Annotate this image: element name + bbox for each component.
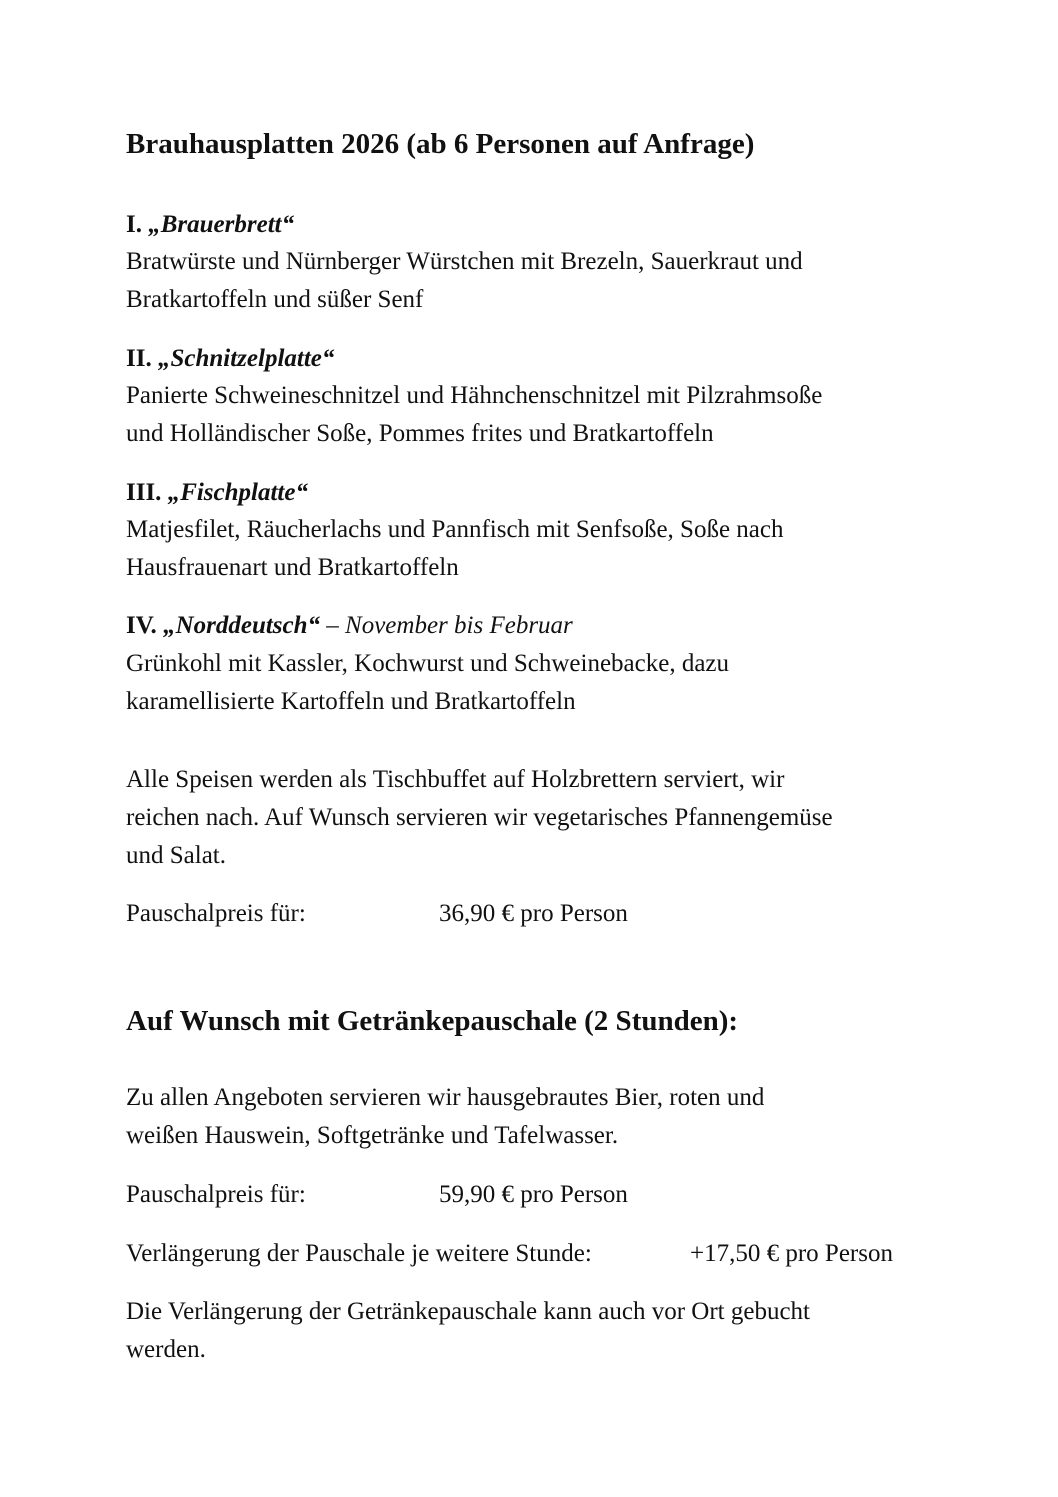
drinks-description xyxy=(126,1079,764,1155)
description-line: Matjesfilet, Räucherlachs und Pannfisch mit Senfsoße, Soße nach xyxy=(126,516,784,543)
description-line: Bratkartoffeln und süßer Senf xyxy=(126,286,424,313)
extension-note xyxy=(126,1293,810,1369)
extension-row xyxy=(126,1235,936,1273)
description-line: Grünkohl mit Kassler, Kochwurst und Schweinebacke, dazu xyxy=(126,650,730,677)
note-line: Alle Speisen werden als Tischbuffet auf Holzbrettern serviert, wir xyxy=(126,766,785,793)
price-value: 59,90 € pro Person xyxy=(439,1181,628,1208)
platter-description xyxy=(126,645,729,721)
description-line: karamellisierte Kartoffeln und Bratkartoffeln xyxy=(126,688,576,715)
platter-number: III. xyxy=(126,479,162,506)
buffet-note xyxy=(126,761,833,875)
description-line: Panierte Schweineschnitzel und Hähnchenschnitzel mit Pilzrahmsoße xyxy=(126,382,823,409)
platter-name: „Norddeutsch“ xyxy=(163,612,321,639)
note-line: werden. xyxy=(126,1336,206,1363)
platter-heading xyxy=(126,612,573,640)
platter-heading xyxy=(126,345,334,373)
note-line: Die Verlängerung der Getränkepauschale kann auch vor Ort gebucht xyxy=(126,1298,810,1325)
description-line: weißen Hauswein, Softgetränke und Tafelwasser. xyxy=(126,1122,619,1149)
price-label: Pauschalpreis für: xyxy=(126,1181,306,1208)
extension-value: +17,50 € pro Person xyxy=(690,1240,893,1267)
page-title: Brauhausplatten 2026 (ab 6 Personen auf Anfrage) xyxy=(126,128,755,160)
note-line: und Salat. xyxy=(126,842,226,869)
platter-description xyxy=(126,511,783,587)
platter-name: „Fischplatte“ xyxy=(167,479,308,506)
platter-number: I. xyxy=(126,211,142,238)
description-line: Zu allen Angeboten servieren wir hausgebrautes Bier, roten und xyxy=(126,1084,765,1111)
platter-number: II. xyxy=(126,345,152,372)
platter-heading xyxy=(126,479,308,507)
description-line: Hausfrauenart und Bratkartoffeln xyxy=(126,554,459,581)
platter-number: IV. xyxy=(126,612,157,639)
description-line: Bratwürste und Nürnberger Würstchen mit Brezeln, Sauerkraut und xyxy=(126,248,803,275)
description-line: und Holländischer Soße, Pommes frites und Bratkartoffeln xyxy=(126,420,714,447)
drinks-heading: Auf Wunsch mit Getränkepauschale (2 Stunden): xyxy=(126,1005,739,1037)
price-value: 36,90 € pro Person xyxy=(439,900,628,927)
platter-name: „Schnitzelplatte“ xyxy=(157,345,335,372)
platter-heading xyxy=(126,211,294,239)
drinks-price-row xyxy=(126,1176,926,1214)
platter-season: – November bis Februar xyxy=(320,612,573,639)
platter-description xyxy=(126,243,803,319)
price-label: Pauschalpreis für: xyxy=(126,900,306,927)
extension-label: Verlängerung der Pauschale je weitere Stunde: xyxy=(126,1240,592,1267)
note-line: reichen nach. Auf Wunsch servieren wir vegetarisches Pfannengemüse xyxy=(126,804,833,831)
platter-description xyxy=(126,377,822,453)
platter-name: „Brauerbrett“ xyxy=(148,211,295,238)
price-row xyxy=(126,895,926,933)
